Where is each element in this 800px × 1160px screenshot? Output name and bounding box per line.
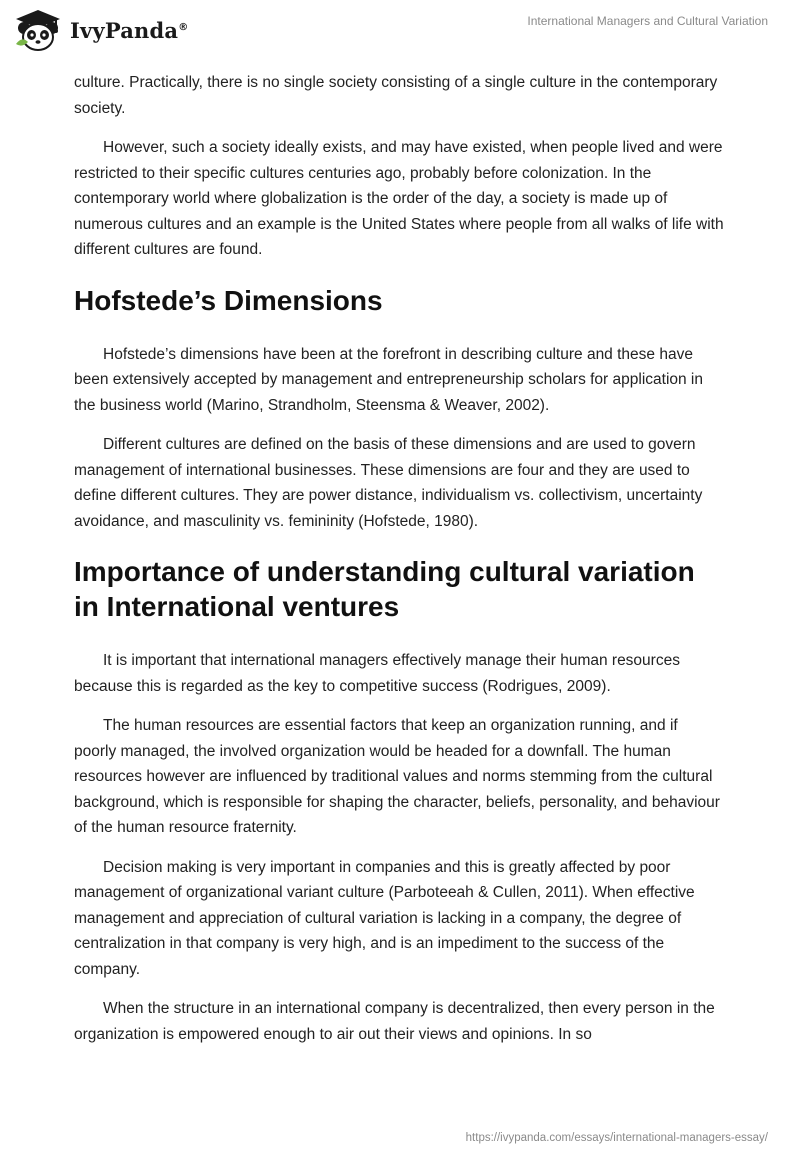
section-heading: Hofstede’s Dimensions [74,284,383,316]
page-header [0,0,800,60]
paragraph: Hofstede’s dimensions have been at the forefront in describing culture and these have been extensively accepted by management and entrepreneurship scholars for application in the business world (Marino, Strandholm, Steensma & Weaver, 2002). [74,345,703,414]
source-url[interactable]: https://ivypanda.com/essays/international-managers-essay/ [465,1132,768,1144]
document-title: International Managers and Cultural Variation [527,14,768,28]
section-heading: Importance of understanding cultural variation in International ventures [74,556,695,622]
logo-wordmark [70,18,188,43]
paragraph: Different cultures are defined on the basis of these dimensions and are used to govern management of international businesses. These dimensions are four and they are used to define different cultures. They are power distance, individualism vs. collectivism, uncertainty avoidance, and masculinity vs. femininity (Hofstede, 1980). [74,436,703,530]
logo-text: IvyPanda [70,17,179,43]
paragraph: When the structure in an international company is decentralized, then every person in the organization is empowered enough to air out their views and opinions. In so [74,1000,715,1043]
ivypanda-logo[interactable] [14,8,188,52]
paragraph: The human resources are essential factors that keep an organization running, and if poorly managed, the involved organization would be headed for a downfall. The human resources however are influenced by traditional values and norms stemming from the cultural background, which is responsible for shaping the character, beliefs, personality, and behaviour of the human resource fraternity. [74,717,720,836]
registered-mark: ® [178,21,189,33]
paragraph: Decision making is very important in companies and this is greatly affected by poor management of organizational variant culture (Parboteeah & Cullen, 2011). When effective management and appreciation of cultural variation is lacking in a company, the degree of centralization in that company is very high, and is an impediment to the success of the company. [74,858,695,978]
essay-content [74,70,724,1061]
panda-graduate-icon [14,8,62,52]
paragraph: culture. Practically, there is no single society consisting of a single culture in the contemporary society. [74,74,718,117]
paragraph: It is important that international managers effectively manage their human resources because this is regarded as the key to competitive success (Rodrigues, 2009). [74,652,680,695]
paragraph: However, such a society ideally exists, and may have existed, when people lived and were restricted to their specific cultures centuries ago, probably before colonization. In the contemporary world where globalization is the order of the day, a society is made up of numerous cultures and an example is the United States where people from all walks of life with different cultures are found. [74,139,724,258]
